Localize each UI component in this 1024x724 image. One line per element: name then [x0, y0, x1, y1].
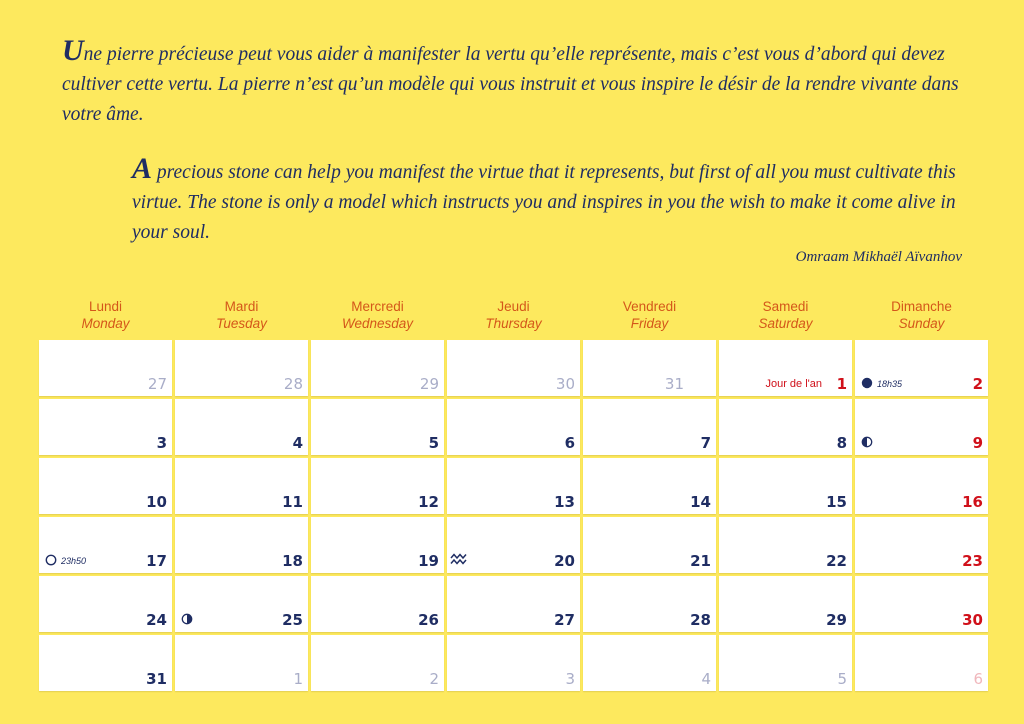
- weekday-english-label: Wednesday: [341, 316, 414, 331]
- weekday-header-thursday: [447, 298, 580, 340]
- day-cell: [583, 340, 716, 396]
- day-cell: [447, 576, 580, 632]
- moon-phase-time: 18h35: [877, 379, 903, 389]
- day-cell: [39, 576, 172, 632]
- quote-french-text: ne pierre précieuse peut vous aider à manifester la vertu qu’elle représente, mais c’est vous d’abord qui devez cultiver cette vertu. La pierre n’est qu’un modèle qui vous instruit et vous inspire le désir de la rendre vivante dans votre âme.: [62, 44, 959, 125]
- day-cell: [175, 517, 308, 573]
- day-cell: [719, 517, 852, 573]
- quote-french-initial: U: [62, 34, 84, 67]
- day-number: 1: [293, 670, 303, 688]
- aquarius-icon: [450, 553, 468, 565]
- calendar-grid: [39, 340, 986, 691]
- day-number: 20: [554, 552, 575, 570]
- day-number: 2: [429, 670, 439, 688]
- day-number: 16: [962, 493, 983, 511]
- weekday-french-label: Lundi: [88, 299, 123, 314]
- day-cell: [39, 340, 172, 396]
- day-number: 9: [972, 434, 983, 452]
- day-number: 6: [564, 434, 575, 452]
- day-cell: [311, 458, 444, 514]
- day-cell: [719, 458, 852, 514]
- day-cell: [39, 458, 172, 514]
- day-cell: [855, 576, 988, 632]
- day-cell: [175, 458, 308, 514]
- day-number: 24: [146, 611, 167, 629]
- day-number: 10: [146, 493, 167, 511]
- moon-phase-time: 23h50: [61, 556, 87, 566]
- day-number: 28: [690, 611, 711, 629]
- day-cell: [447, 340, 580, 396]
- last-quarter-moon-icon: [861, 436, 873, 448]
- weekday-english-label: Monday: [81, 316, 130, 331]
- day-number: 26: [418, 611, 439, 629]
- day-number: 4: [701, 670, 711, 688]
- day-cell: [719, 340, 852, 396]
- weekday-english-label: Tuesday: [216, 316, 267, 331]
- new-moon-icon: [45, 554, 57, 566]
- day-number: 12: [418, 493, 439, 511]
- day-number: 3: [565, 670, 575, 688]
- day-number: 22: [826, 552, 847, 570]
- day-number: 11: [282, 493, 303, 511]
- day-number: 2: [972, 375, 983, 393]
- day-cell: [583, 576, 716, 632]
- day-cell: [311, 635, 444, 691]
- day-cell: [311, 340, 444, 396]
- day-cell: [855, 399, 988, 455]
- day-cell: [855, 340, 988, 396]
- weekday-header-tuesday: [175, 298, 308, 340]
- weekday-english-label: Saturday: [758, 316, 813, 331]
- day-number: 29: [419, 375, 439, 393]
- first-quarter-moon-icon: [181, 613, 193, 625]
- day-number: 27: [147, 375, 167, 393]
- day-cell: [447, 399, 580, 455]
- day-cell: [583, 635, 716, 691]
- day-cell: [447, 458, 580, 514]
- weekday-header-wednesday: [311, 298, 444, 340]
- day-number: 8: [836, 434, 847, 452]
- day-cell: [447, 635, 580, 691]
- weekday-french-label: Samedi: [762, 299, 809, 314]
- day-cell: [855, 517, 988, 573]
- weekday-english-label: Sunday: [898, 316, 945, 331]
- day-number: 30: [962, 611, 983, 629]
- quote-english-initial: A: [132, 152, 153, 185]
- day-number: 6: [973, 670, 983, 688]
- day-cell: [39, 517, 172, 573]
- day-number: 13: [554, 493, 575, 511]
- day-number: 4: [292, 434, 303, 452]
- day-number: 15: [826, 493, 847, 511]
- day-number: 31: [146, 670, 167, 688]
- day-number: 5: [428, 434, 439, 452]
- day-number: 30: [555, 375, 575, 393]
- weekday-header-monday: [39, 298, 172, 340]
- day-number: 5: [837, 670, 847, 688]
- quote-english: [132, 154, 966, 248]
- day-number: 29: [826, 611, 847, 629]
- day-cell: [175, 635, 308, 691]
- weekday-header-row: [39, 298, 986, 340]
- weekday-french-label: Mardi: [224, 299, 259, 314]
- weekday-french-label: Dimanche: [891, 299, 952, 314]
- quote-english-text: precious stone can help you manifest the virtue that it represents, but first of all you must cultivate this virtue. The stone is only a model which instructs you and inspires in you the wish to make it come alive in your soul.: [132, 162, 956, 243]
- day-number: 28: [283, 375, 303, 393]
- day-number: 1: [836, 375, 847, 393]
- weekday-english-label: Thursday: [485, 316, 542, 331]
- day-cell: [583, 399, 716, 455]
- quote-author: Omraam Mikhaël Aïvanhov: [795, 249, 962, 265]
- day-cell: [583, 517, 716, 573]
- day-cell: [855, 635, 988, 691]
- weekday-english-label: Friday: [630, 316, 669, 331]
- quote-french: [62, 36, 962, 130]
- holiday-label: Jour de l'an: [765, 378, 822, 390]
- weekday-header-friday: [583, 298, 716, 340]
- day-number: 23: [962, 552, 983, 570]
- weekday-french-label: Vendredi: [622, 299, 677, 314]
- day-cell: [719, 399, 852, 455]
- day-number: 14: [690, 493, 711, 511]
- day-number: 27: [554, 611, 575, 629]
- day-number: 3: [156, 434, 167, 452]
- weekday-french-label: Jeudi: [497, 299, 530, 314]
- day-cell: [855, 458, 988, 514]
- day-number: 17: [146, 552, 167, 570]
- day-cell: [311, 576, 444, 632]
- day-cell: [583, 458, 716, 514]
- day-number: 25: [282, 611, 303, 629]
- day-cell: [39, 635, 172, 691]
- month-calendar: [39, 298, 986, 691]
- day-cell: [719, 635, 852, 691]
- day-cell: [311, 517, 444, 573]
- day-cell: [175, 340, 308, 396]
- day-cell: [447, 517, 580, 573]
- weekday-french-label: Mercredi: [351, 299, 404, 314]
- full-moon-icon: [861, 377, 873, 389]
- day-number: 19: [418, 552, 439, 570]
- day-number: 7: [700, 434, 711, 452]
- weekday-header-saturday: [719, 298, 852, 340]
- day-cell: [311, 399, 444, 455]
- day-cell: [175, 399, 308, 455]
- day-cell: [39, 399, 172, 455]
- day-number: 18: [282, 552, 303, 570]
- day-cell: [719, 576, 852, 632]
- day-cell: [175, 576, 308, 632]
- weekday-header-sunday: [855, 298, 988, 340]
- day-number: 21: [690, 552, 711, 570]
- day-number: 31: [664, 375, 684, 393]
